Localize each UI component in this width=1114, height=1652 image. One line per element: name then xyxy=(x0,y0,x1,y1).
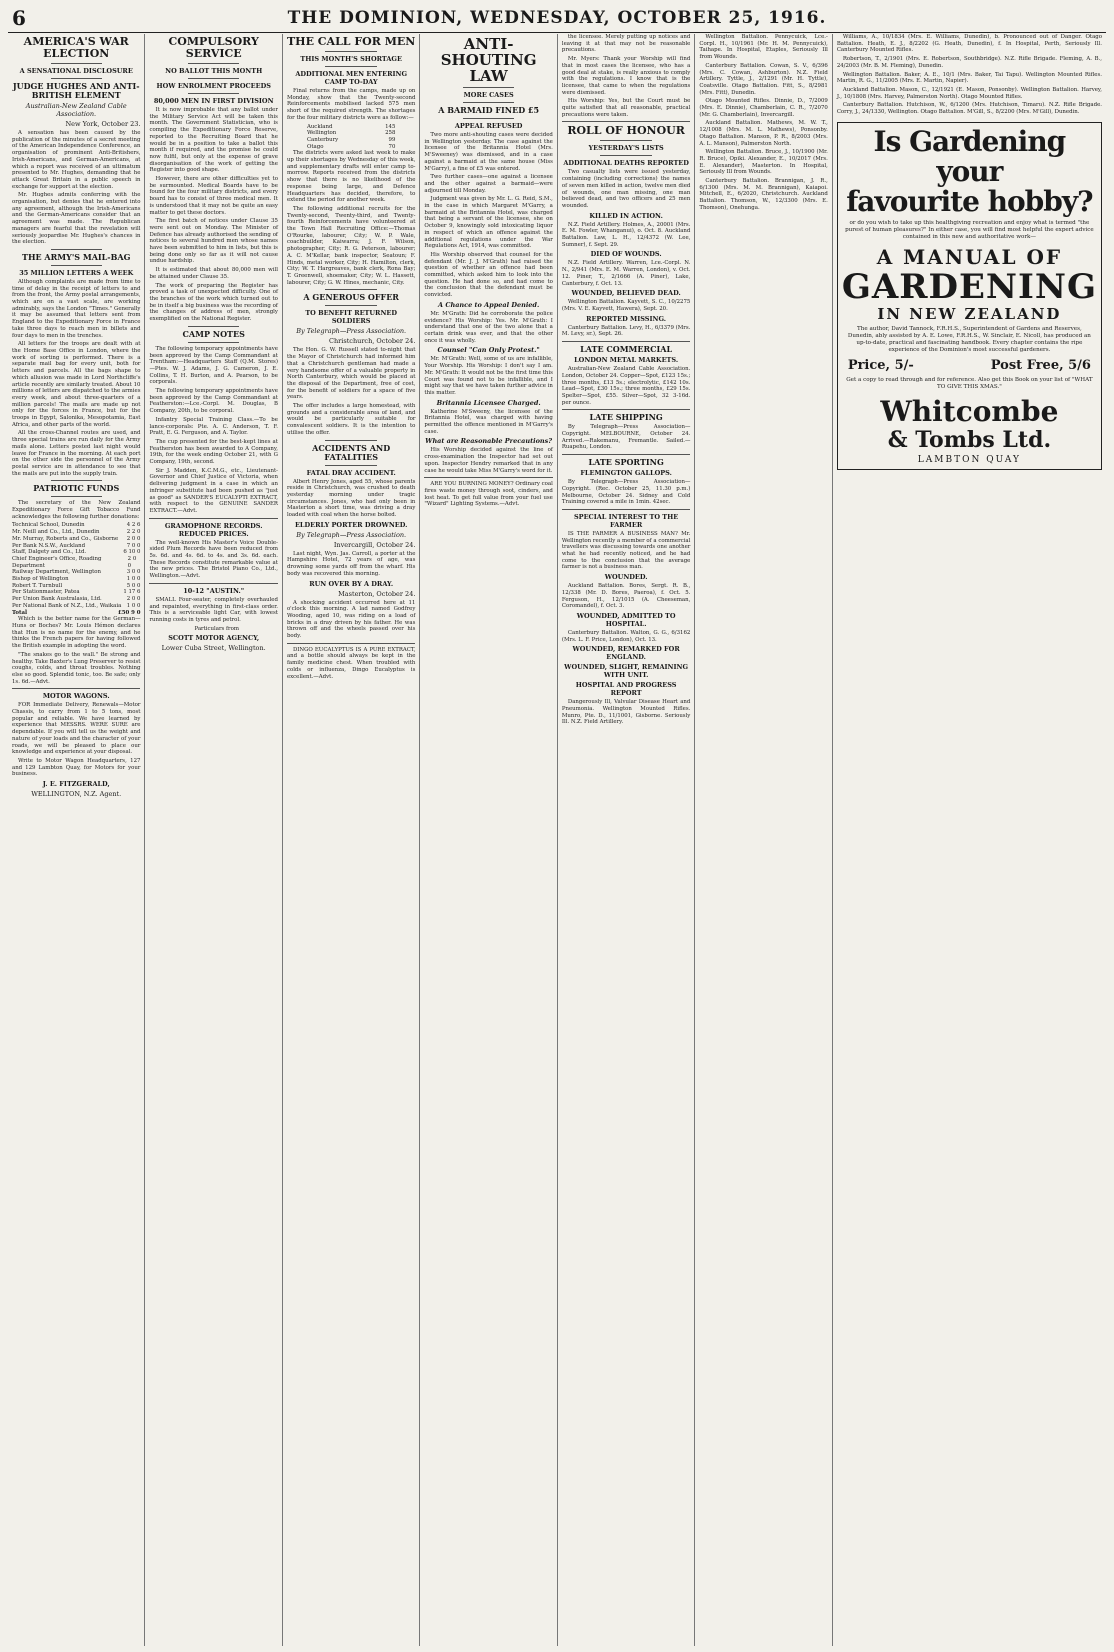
paragraph: Katherine M'Sweeny, the licensee of the Britannia Hotel, was charged with having permitted the offence mentioned in M'Garry's case. xyxy=(424,408,553,435)
subhead-died-of-wounds: DIED OF WOUNDS. xyxy=(590,250,662,259)
subhead-35-million: 35 MILLION LETTERS A WEEK xyxy=(19,268,134,277)
headline-anti-shouting: ANTI-SHOUTING LAW xyxy=(440,35,537,85)
list-item: Per Union Bank Australasia, Ltd. 2 0 0 xyxy=(12,596,141,603)
headline-compulsory-service: COMPULSORY SERVICE xyxy=(168,35,259,60)
byline: By Telegraph—Press Association. xyxy=(296,327,407,336)
paragraph: By Telegraph—Press Association—Copyright. MELBOURNE, October 24. Arrived.—Rakemanu, Fremantle. Sailed.—Ruapehu, London. xyxy=(561,424,691,451)
dateline: Invercargill, October 24. xyxy=(333,540,416,549)
headline-camp-notes: CAMP NOTES xyxy=(182,328,245,339)
shortage-list xyxy=(287,124,415,151)
dateline: Christchurch, October 24. xyxy=(329,337,416,346)
paragraph: The cup presented for the best-kept lines at Featherston has been awarded to A Company, 19th, for the week ending October 21, with G Company, 19th, second. xyxy=(149,438,278,466)
headline-special-farmer: SPECIAL INTEREST TO THE FARMER xyxy=(573,512,679,529)
paragraph: A sensation has been caused by the publication of the minutes of a secret meeting of the American Independence Conference, an organisation of prominent Anti-Britishers, Irish-Americans, and German-Americans, at which a report was received of an ultimatum presented to Mr. Hughes, demanding that he attack Great Britain in a public speech in exchange for support at the election. xyxy=(12,130,141,190)
list-item: Wellington 258 xyxy=(306,130,396,137)
list-item: Otago 70 xyxy=(306,143,396,150)
paragraph: Canterbury Battalion. Brannigan, J. R., 6/1300 (Mrs. M. M. Brannigan), Kaiapoi. Mitchell, E., 6/2020, Christchurch. Auckland Battalion. Thomson, W., 12/3300 (Mrs. E. Thomson), Onehunga. xyxy=(699,178,828,211)
subhead-more-cases: MORE CASES xyxy=(463,91,514,99)
paragraph: The secretary of the New Zealand Expeditionary Force Gift Tobacco Fund acknowledges the following further donations: xyxy=(12,500,141,520)
subhead-shortage: THIS MONTH'S SHORTAGE xyxy=(300,55,402,63)
paragraph: Although complaints are made from time to time of delay in the receipt of letters to and from the front, the Army postal arrangements, which are on a vast scale, are working admirably, says the London "Times." Generally it may be assumed that letters sent from England to the Expeditionary Force in France take three days to reach men in billets and four days to men in the trenches. xyxy=(12,278,141,339)
list-item: Mr. Neill and Co., Ltd., Dunedin 2 2 0 xyxy=(12,529,141,536)
subhead-barmaid-fined: A BARMAID FINED £5 xyxy=(438,105,540,115)
list-item: Bishop of Wellington 1 0 0 xyxy=(12,576,141,583)
headline-patriotic-funds: PATRIOTIC FUNDS xyxy=(33,483,120,494)
paragraph: Australian-New Zealand Cable Association. London, October 24. Copper—Spot, £123 15s.; three months, £13 5s.; electrolytic, £142 10s. Lead—Spot, £30 15s.; three months, £29 15s. Spelter—Spot, £55. Silver—Spot, 32 3-16d. per ounce. xyxy=(561,366,691,406)
paragraph: Canterbury Battalion. Walton, G. G., 6/3162 (Mrs. L. F. Price, London), Oct. 13. xyxy=(561,629,691,643)
paragraph: Judgment was given by Mr. L. G. Reid, S.M., in the case in which Margaret M'Garry, a barmaid at the Britannia Hotel, was charged that being a servant of the licensee, she on October 9, knowingly sold intoxicating liquor in respect of which an offence against the additional regulations under the War Regulations Act, 1914, was committed. xyxy=(424,196,553,250)
paragraph: Albert Henry Jones, aged 55, whose parents reside in Christchurch, was crushed to death yesterday morning under tragic circumstances. Jones, who had only been in Masterton a short time, was driving a dray loaded with coal when the horse bolted. xyxy=(286,478,416,519)
paragraph: The first batch of notices under Clause 35 were sent out on Monday. The Minister of Defence has already authorised the sending of notices to several hundred men whose names have been submitted to him in lists, but this is being done only so far as it will not cause undue hardship. xyxy=(149,218,278,265)
subhead-additional-deaths: ADDITIONAL DEATHS REPORTED xyxy=(563,159,689,168)
ad-price: Price, 5/- xyxy=(847,357,914,373)
subhead-metal-markets: LONDON METAL MARKETS. xyxy=(574,356,679,365)
column-7 xyxy=(833,34,1106,1646)
column-3 xyxy=(283,34,420,1646)
headline-late-commercial: LATE COMMERCIAL xyxy=(580,344,673,355)
ad-gardening: GARDENING xyxy=(841,266,1097,307)
headline-call-for-men: THE CALL FOR MEN xyxy=(286,35,416,48)
paragraph: N.Z. Field Artillery. Holmes, A., 20001 (Mrs. E. M. Fowler, Whanganui), o. Oct. 8. Auckland Battalion. Law, L. H., 12/4372 (W. Lee, Sumner), f. Sept. 29. xyxy=(561,221,691,248)
subhead-reasonable-precautions: What are Reasonable Precautions? xyxy=(425,437,553,446)
paragraph: The districts were asked last week to make up their shortages by Wednesday of this week, and supplementary drafts will enter camp to-morrow. Reports received from the districts show that there is no likelihood of the response being large, and Defence Headquarters has decided, therefore, to extend the period for another week. xyxy=(286,150,416,204)
paragraph: Two casualty lists were issued yesterday, containing (including corrections) the names of seven men killed in action, twelve men died of wounds, one man missing, one man believed dead, and two officers and 25 men wounded. xyxy=(561,169,691,209)
subhead-returned-soldiers: TO BENEFIT RETURNED SOLDIERS xyxy=(305,309,397,326)
subhead-wounded: WOUNDED. xyxy=(604,573,648,582)
subhead-flemington: FLEMINGTON GALLOPS. xyxy=(580,469,672,478)
paragraph: His Worship decided against the line of cross-examination the Inspector had set out upon. Inspector Hendry remarked that in any case he would take Miss M'Garry's word for it. xyxy=(424,447,553,474)
list-item: Mr. Murray, Roberts and Co., Gisborne 2 0 0 xyxy=(12,535,141,542)
paragraph: IS THE FARMER A BUSINESS MAN? Mr. Wellington recently a member of a commercial travellers was discussing towards one another what he had recently noticed, and he had come to the conclusion that the average farmer is not a business man. xyxy=(561,530,691,571)
list-item: Chief Engineer's Office, Roading Department 2 0 0 xyxy=(12,555,137,569)
paragraph: "The snakes go to the wall." Be strong and healthy. Take Baxter's Lung Preserver to resist coughs, colds, and throat troubles. Nothing else so good. Splendid tonic, too. Be safe; only 1s. 6d.—Advt. xyxy=(12,651,141,685)
column-5 xyxy=(558,34,695,1646)
page-number: 6 xyxy=(12,6,26,30)
paragraph: It is estimated that about 80,000 men will be attained under Clause 35. xyxy=(149,267,278,280)
ad-firm-name: Whitcombe xyxy=(880,394,1059,428)
paragraph: Particulars from xyxy=(194,625,239,632)
ad-motor-wagons-heading: MOTOR WAGONS. xyxy=(42,692,110,701)
subhead-no-ballot: NO BALLOT THIS MONTH xyxy=(165,67,263,75)
list-item: Per Bank N.S.W., Auckland 7 0 0 xyxy=(12,542,141,549)
paragraph: Mr. M'Grath: Did he corroborate the police evidence? His Worship: Yes. Mr. M'Grath: I understand that one of the two alone that a certain drink was ever, and that the other once it was wholly. xyxy=(424,310,553,344)
fund-total: Total £50 9 0 xyxy=(12,609,141,616)
ad-manual-of: A MANUAL OF xyxy=(876,244,1063,269)
column-1 xyxy=(8,34,145,1646)
headline-war-election: AMERICA'S WAR ELECTION xyxy=(23,35,129,60)
list-item: Staff, Dalgety and Co., Ltd. 6 10 0 xyxy=(12,549,141,556)
paragraph: Wellington Battalion. Bruce, J., 10/1900 (Mr. R. Bruce), Opiki. Alexander, E., 10/2017 (Mrs. E. Alexander), Masterton. In Hospital, Seriously Ill from Wounds. xyxy=(699,149,828,176)
ad-headline-line2: favourite hobby? xyxy=(846,184,1093,218)
paragraph: Auckland Battalion. Mason, C., 12/1921 (E. Mason, Ponsonby). Wellington Battalion. Harvey, J., 10/1808 (Mrs. Harvey, Palmerston North). Otago Mounted Rifles. xyxy=(836,86,1102,100)
newspaper-title: THE DOMINION, WEDNESDAY, OCTOBER 25, 1916. xyxy=(287,8,827,28)
headline-accidents: ACCIDENTS AND FATALITIES xyxy=(312,442,391,462)
paragraph: SMALL Four-seater, completely overhauled and repainted, everything in first-class order. This is a serviceable light Car, with lowest running costs in tyres and petrol. xyxy=(149,596,278,623)
dateline: New York, October 23. xyxy=(65,120,141,128)
headline-late-sporting: LATE SPORTING xyxy=(588,457,664,468)
headline-late-shipping: LATE SHIPPING xyxy=(589,412,663,423)
subhead-judge-hughes: JUDGE HUGHES AND ANTI-BRITISH ELEMENT xyxy=(12,81,140,100)
paragraph: Otago Mounted Rifles. Dinnie, D., 7/2009 (Mrs. E. Dinnie), Chamberlain, C. R., 7/2070 (Mr. G. Chamberlain), Invercargill. xyxy=(699,98,828,118)
paragraph: Write to Motor Wagon Headquarters, 127 and 129 Lambton Quay, for Motors for your business. xyxy=(12,757,141,778)
subhead-slight: WOUNDED, SLIGHT, REMAINING WITH UNIT. xyxy=(564,663,689,680)
subhead-counsel-protest: Counsel "Can Only Protest." xyxy=(437,346,540,355)
paragraph: Williams, A., 10/1834 (Mrs. E. Williams, Dunedin), b. Pronounced out of Danger. Otago Battalion. Heath, E. J., 8/2202 (G. Heath, Dunedin), f. In Hospital, Perth, Seriously Ill. Canterbury Mounted Rifles. xyxy=(836,34,1102,54)
paragraph: The following additional recruits for the Twenty-second, Twenty-third, and Twenty-fourth Reinforcements have volunteered at the Town Hall Recruiting Office:—Thomas O'Rourke, labourer, City; W. P. Wale, coachbuilder, Kaiwarra; J. F. Wilson, photographer, City; R. G. Peterson, labourer; A. C. M'Kellar, bank inspector, Seatoun; F. Hinds, metal worker, City; H. Hamilton, clerk, City; W. T. Hargreaves, bank clerk, Rona Bay; T. Greenwell, shoemaker, City; W. L. Hassett, labourer, City; G. W. Hines, mechanic, City. xyxy=(286,205,416,286)
list-item: Per Stationmaster, Patea 1 17 6 xyxy=(12,589,141,596)
subhead-appeal-refused: APPEAL REFUSED xyxy=(454,122,523,130)
paragraph: Mr. Hughes admits conferring with the organisation, but denies that he entered into any agreement, although the Irish-Americans and the German-Americans consider that an agreement was made. The Republican managers are fearful that the revelation will seriously jeopardise Mr. Hughes's chances in the election. xyxy=(12,192,141,246)
column-4 xyxy=(420,34,557,1646)
paragraph: Infantry Special Training Class.—To be lance-corporals: Pte. A. C. Anderson, T. F. Pratt, E. G. Ferguson, and A. Taylor. xyxy=(149,416,278,437)
ad-in-new-zealand: IN NEW ZEALAND xyxy=(877,304,1062,323)
list-item: Canterbury 99 xyxy=(306,136,396,143)
paragraph: Auckland Battalion. Bores, Sergt. R. B., 12/338 (Mr. D. Bores, Paeroa), f. Oct. 5. Ferguson, H., 12/1015 (A. Cheeseman, Coromandel), f. Oct. 3. xyxy=(561,583,691,610)
ad-intro: or do you wish to take up this healthgiving recreation and enjoy what is termed "the purest of human pleasures?" In either case, you will find most helpful the expert advice contained in this new and authoritative work— xyxy=(845,219,1094,240)
ad-description: The author, David Tannock, F.R.H.S., Superintendent of Gardens and Reserves, Dunedin, ably assisted by A. E. Lowe, F.R.H.S., W. Sinclair, E. Nicoll, has produced an up-to-date, practical and fascinating handbook. Every chapter contains the ripe experience of the Dominion's most successful gardeners. xyxy=(847,325,1091,353)
gardening-advertisement xyxy=(837,122,1102,470)
list-item: Technical School, Dunedin 4 2 6 xyxy=(12,522,141,529)
paragraph: Sir J. Madden, K.C.M.G., etc., Lieutenant-Governor and Chief Justice of Victoria, when delivering judgment in a case in which an infringer substitute had been pushed as "just as good" as SANDER'S EUCALYPTI EXTRACT, with respect to the GENUINE SANDER EXTRACT.—Advt. xyxy=(149,467,278,514)
subhead-britannia-licensee: Britannia Licensee Charged. xyxy=(436,398,541,407)
paragraph: Canterbury Battalion. Levy, H., 6/3379 (Mrs. M. Levy, sr.), Sept. 26. xyxy=(561,324,691,338)
subhead-remarked-england: WOUNDED, REMARKED FOR ENGLAND. xyxy=(572,645,680,662)
subhead-additional-men: ADDITIONAL MEN ENTERING CAMP TO-DAY xyxy=(295,70,408,86)
paragraph: The work of preparing the Register has proved a task of unexpected difficulty. One of the branches of the work which turned out to be in itself a big business was the recording of the changes of address of men, strongly exemplified on the National Register. xyxy=(149,282,278,323)
paragraph: N.Z. Field Artillery. Warren, Lce.-Corpl. N. N., 2/941 (Mrs. E. M. Warren, London), v. Oct. 12. Piner, T., 2/1666 (A. Piner), Lake, Canterbury, f. Oct. 13. xyxy=(561,260,691,287)
subhead-yesterdays-lists: YESTERDAY'S LISTS xyxy=(588,144,664,153)
byline: By Telegraph—Press Association. xyxy=(296,530,407,539)
paragraph: Wellington Battalion. Baker, A. E., 10/1 (Mrs. Baker, Tai Tapu). Wellington Mounted Rifles. Martin, R. G., 11/2005 (Mrs. E. Martin, Napier). xyxy=(836,71,1102,85)
paragraph: The Hon. G. W. Russell stated to-night that the Mayor of Christchurch had informed him that a Christchurch gentleman had made a very handsome offer of a valuable property in North Canterbury, which would be placed at the disposal of the Department, free of cost, for the benefit of soldiers for a space of five years. xyxy=(286,347,416,401)
subhead-killed-in-action: KILLED IN ACTION. xyxy=(589,211,663,220)
ad-street: LAMBTON QUAY xyxy=(917,454,1021,465)
ad-order-text: Get a copy to read through and for reference. Also get this Book on your list of "WHAT TO GIVE THIS XMAS." xyxy=(846,376,1093,390)
list-item: Robert T. Turnbull 5 0 0 xyxy=(12,582,141,589)
ad-post-free: Post Free, 5/6 xyxy=(990,357,1091,373)
subhead-enrolment: HOW ENROLMENT PROCEEDS xyxy=(156,82,271,90)
column-2 xyxy=(145,34,282,1646)
ad-signature: SCOTT MOTOR AGENCY, xyxy=(168,634,260,643)
ad-austin-heading: 10-12 "AUSTIN." xyxy=(183,586,245,595)
ad-signature-place: WELLINGTON, N.Z. Agent. xyxy=(31,790,122,799)
paragraph: Wellington Battalion. Pennycuick, Lce.-Corpl. H., 10/1961 (Mr. H. M. Pennycuick), Taihape. In Hospital, Etaples, Seriously Ill from Wounds. xyxy=(699,34,828,61)
columns xyxy=(8,34,1106,1646)
subhead-sensational: A SENSATIONAL DISCLOSURE xyxy=(19,67,133,75)
paragraph: All letters for the troops are dealt with at the Home Base Office in London, where the work of sorting is performed. There is a separate mail bag for every unit, both for letters and parcels. All the bags shape to which allusion was made in Lord Northcliffe's article recently are similarly treated. About 10 millions of letters are dispatched to the armies every week, and about three-quarters of a million parcels! The mails are made up not only for the forces in France, but for the troops in Egypt, Salonika, Mesopotamia, East Africa, and other parts of the world. xyxy=(12,341,141,428)
column-6 xyxy=(695,34,832,1646)
paragraph: The following temporary appointments have been approved by the Camp Commandant at Featherston:—Lce.-Corpl. M. Douglas, B Company, 20th, to be corporal. xyxy=(149,388,278,415)
paragraph: Canterbury Battalion. Cowan, S. V., 6/396 (Mrs. C. Cowan, Ashburton). N.Z. Field Artillery. Tyttle, J., 2/1291 (Mr. H. Tyttle), Coatsville. Otago Battalion. Fitt, S., 8/2981 (Mrs. Fitt), Dunedin. xyxy=(699,62,828,96)
paragraph: The following temporary appointments have been approved by the Camp Commandant at Trentham:—Headquarters Staff (Q.M. Stores)—Ptes. W. J. Adams, J. G. Cameron, J. E. Collins, T. H. Burton, and A. Pearson, to be corporals. xyxy=(149,345,278,386)
paragraph: Auckland Battalion. Mathews, M. W. T., 12/1008 (Mrs. M. L. Mathews), Ponsonby. Otago Battalion. Manson, P. R., 8/2003 (Mrs. A. L. Manson), Palmerston North. xyxy=(699,120,828,147)
paragraph: However, there are other difficulties yet to be surmounted. Medical Boards have to be found for the four military districts, and every board has to consist of three medical men. It is understood that it may not be quite an easy matter to get these doctors. xyxy=(149,176,278,216)
subhead-admitted-hospital: WOUNDED, ADMITTED TO HOSPITAL. xyxy=(576,611,676,628)
paragraph: Robertson, T., 2/1901 (Mrs. E. Robertson, Southbridge). N.Z. Rifle Brigade. Fleming, A. B., 24/2003 (Mr. B. M. Fleming), Dunedin. xyxy=(836,56,1102,69)
paragraph: Last night, Wyn. Jas. Carroll, a porter at the Hampshire Hotel, 72 years of age, was drowning some yards off from the wharf. His body was recovered this morning. xyxy=(286,550,416,577)
paragraph: the licensee. Merely putting up notices and leaving it at that may not be reasonable precautions. xyxy=(561,34,691,54)
subhead-porter-drowned: ELDERLY PORTER DROWNED. xyxy=(294,520,408,529)
paragraph: The offer includes a large homestead, with grounds and a considerable area of land, and would be particularly suitable for convalescent soldiers. It is the intention to utilise the offer. xyxy=(286,403,416,436)
subhead-run-over: RUN OVER BY A DRAY. xyxy=(309,579,394,588)
headline-army-mail-bag: THE ARMY'S MAIL-BAG xyxy=(22,251,131,262)
subhead-reported-missing: REPORTED MISSING. xyxy=(586,314,667,323)
paragraph: Two more anti-shouting cases were decided in Wellington yesterday. The case against the licensee of the Britannia Hotel (Mrs. M'Sweeney) was dismissed, and in a case against a barmaid at the same house (Miss M'Garry), a fine of £5 was entered. xyxy=(424,132,553,172)
ad-firm-name-2: & Tombs Ltd. xyxy=(887,426,1052,453)
paragraph: DINGO EUCALYPTUS IS A PURE EXTRACT, and a bottle should always be kept in the family medicine chest. When troubled with colds or influenza, Dingo Eucalyptus is excellent.—Advt. xyxy=(286,646,416,680)
paragraph: It is now improbable that any ballot under the Military Service Act will be taken this month. The Government Statistician, who is compiling the Expeditionary Force Reserve, reported to the Recruiting Board that he would be in a position to take a ballot this month if required, and the promise he could now fulfil, but only at the expense of grave disorganisation of the work of getting the Register into good shape. xyxy=(149,107,278,174)
paragraph: By Telegraph—Press Association—Copyright. (Rec. October 25, 11.30 p.m.) Melbourne, October 24. Sidney and Cold Training covered a mile in 1min. 42sec. xyxy=(561,479,691,506)
subhead-hospital-report: HOSPITAL AND PROGRESS REPORT xyxy=(575,681,677,698)
dateline: Masterton, October 24. xyxy=(338,589,416,598)
subhead-chance-to-appeal: A Chance to Appeal Denied. xyxy=(438,300,540,309)
byline: Australian-New Zealand Cable Association. xyxy=(25,102,127,118)
ad-price-row xyxy=(848,358,1091,373)
paragraph: FOR Immediate Delivery, Renewals—Motor Chassis, to carry from 1 to 5 tons, most popular and reliable. We have learned by experience that MESSRS. WERE SURE are dependable. If you will tell us the weight and nature of your loads and the character of your roads, we will be pleased to place our knowledge and experience at your disposal. xyxy=(12,702,141,756)
list-item: Auckland 145 xyxy=(306,123,396,130)
list-item: Per National Bank of N.Z., Ltd., Waikaia 1 0 0 xyxy=(12,602,141,609)
masthead xyxy=(8,6,1106,33)
paragraph: ARE YOU BURNING MONEY? Ordinary coal fires waste money through soot, cinders, and lost heat. To get full value from your fuel use "Wizard" Lighting Systems.—Advt. xyxy=(424,481,553,508)
ad-signature: J. E. FITZGERALD, xyxy=(42,780,110,789)
subhead-80000-men: 80,000 MEN IN FIRST DIVISION xyxy=(153,97,274,105)
ad-gramophone-heading: GRAMOPHONE RECORDS. REDUCED PRICES. xyxy=(164,521,263,538)
paragraph: Dangerously Ill, Valvular Disease Heart and Pneumonia. Wellington Mounted Rifles. Munro, Pte. D., 11/1001, Gisborne. Seriously Ill. N.Z. Field Artillery. xyxy=(561,699,691,726)
ad-headline-line1: Is Gardening your xyxy=(873,124,1066,188)
subhead-believed-dead: WOUNDED, BELIEVED DEAD. xyxy=(571,289,681,298)
paragraph: Which is the better name for the German—Huns or Boches? Mr. Louis Hémon declares that Hun is no name for the enemy, and he thinks the French papers for having followed the British example in adopting the word. xyxy=(12,616,141,650)
subhead-fatal-dray: FATAL DRAY ACCIDENT. xyxy=(306,468,396,477)
fund-list xyxy=(12,522,140,616)
paragraph: The well-known His Master's Voice Double-sided Plum Records have been reduced from 5s. 6d. and 4s. 6d. to 4s. and 3s. 6d. each. These Records constitute remarkable value at the new prices. The Bristol Piano Co., Ltd., Wellington.—Advt. xyxy=(149,539,278,580)
paragraph: Canterbury Battalion. Hutchison, W., 6/1200 (Mrs. Hutchison, Timaru). N.Z. Rifle Brigade. Corry, J., 24/1330, Wellington. Otago Battalion. M'Gill, S., 8/2200 (Mrs. M'Gill), Dunedin. xyxy=(836,102,1102,116)
paragraph: His Worship: Yes, but the Court must be quite satisfied that all reasonable, practical precautions were taken. xyxy=(561,98,691,118)
paragraph: His Worship observed that counsel for the defendant (Mr. J. J. M'Grath) had raised the question of whether an offence had been committed, which asked him to look into the question. He had done so, and had come to the conclusion that the defendant must be convicted. xyxy=(424,251,553,299)
ad-signature-place: Lower Cuba Street, Wellington. xyxy=(161,644,266,653)
paragraph: All the cross-Channel routes are used, and three special trains are run daily for the Army mails alone. Letters posted last night would leave for France in the morning. At each port on the other side the personnel of the Army postal service are in attendance to see that the mails are put into the supply train. xyxy=(12,430,141,477)
paragraph: Mr. M'Grath: Well, some of us are infallible, Your Worship. His Worship: I don't say I am. Mr. M'Grath: It would not be the first time this Court was found not to be infallible, and I might say that we have taken further advice in this matter. xyxy=(424,356,553,396)
paragraph: Final returns from the camps, made up on Monday, show that the Twenty-second Reinforcements mobilised lacked 575 men short of the required strength. The shortages for the four military districts were as follow:— xyxy=(286,88,416,121)
paragraph: Mr. Myers: Thank your Worship will find that in most cases the licensee, who has a good deal at stake, is really anxious to comply with the regulations. I know that is the licensee, that came to when the regulations were dismissed. xyxy=(561,56,691,96)
headline-roll-of-honour: ROLL OF HONOUR xyxy=(567,124,685,138)
paragraph: Wellington Battalion. Kayvett, S. C., 10/2275 (Mrs. V. E. Kayvett, Hawera), Sept. 20. xyxy=(561,299,691,312)
paragraph: Two further cases—one against a licensee and the other against a barmaid—were adjourned till Monday. xyxy=(424,174,553,194)
headline-generous-offer: A GENEROUS OFFER xyxy=(303,292,399,303)
paragraph: A shocking accident occurred here at 11 o'clock this morning. A lad named Godfrey Wooding, aged 10, was riding on a load of bricks in a dray driven by his father. He was thrown off and the wheels passed over his body. xyxy=(286,599,416,640)
list-item: Railway Department, Wellington 3 0 0 xyxy=(12,569,141,576)
